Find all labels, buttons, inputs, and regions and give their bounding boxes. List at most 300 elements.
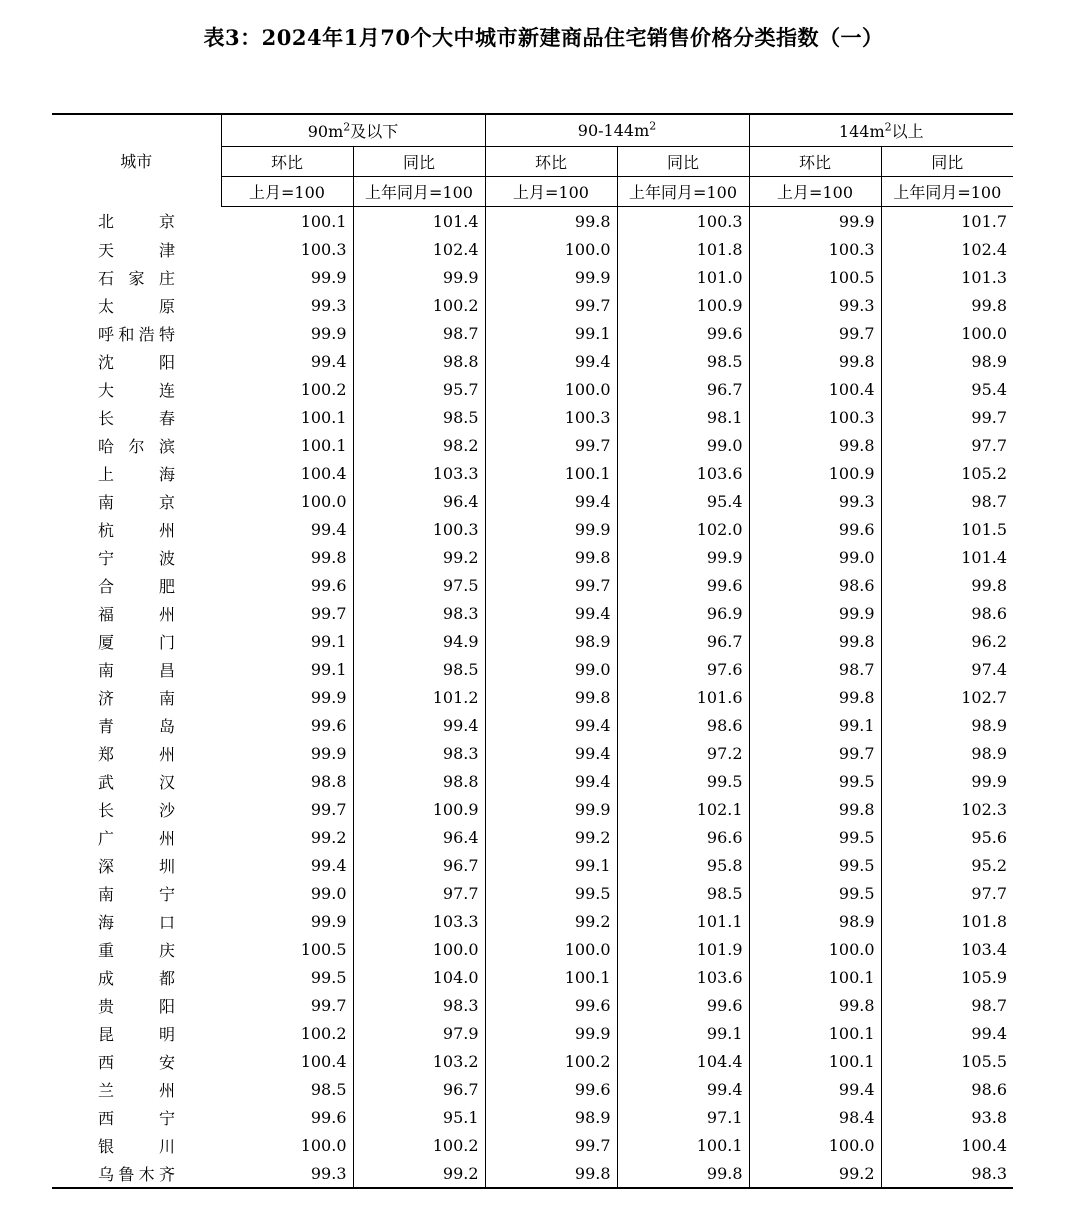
value-cell: 99.4 — [749, 1075, 881, 1103]
value-cell: 95.8 — [617, 851, 749, 879]
value-cell: 100.1 — [221, 403, 353, 431]
value-cell: 99.6 — [221, 1103, 353, 1131]
value-cell: 99.8 — [749, 431, 881, 459]
city-name: 上海 — [98, 464, 175, 484]
value-cell: 99.6 — [617, 319, 749, 347]
value-cell: 103.4 — [961, 939, 1008, 959]
value-cell: 99.2 — [353, 543, 485, 571]
yoy-header: 同比 — [881, 147, 1013, 177]
value-cell: 95.1 — [353, 1103, 485, 1131]
value-cell: 102.7 — [961, 687, 1008, 707]
value-cell: 100.0 — [485, 235, 617, 263]
value-cell: 97.6 — [617, 655, 749, 683]
city-cell — [52, 1047, 221, 1075]
value-cell: 100.2 — [353, 291, 485, 319]
city-name: 哈尔滨 — [98, 436, 175, 456]
value-cell: 98.7 — [749, 655, 881, 683]
value-cell: 98.3 — [353, 991, 485, 1019]
city-cell — [52, 543, 221, 571]
city-cell — [52, 1019, 221, 1047]
value-cell: 101.8 — [617, 235, 749, 263]
value-cell: 98.5 — [221, 1075, 353, 1103]
value-cell: 101.8 — [961, 911, 1008, 931]
value-cell: 99.9 — [485, 263, 617, 291]
table-row — [52, 739, 1013, 767]
value-cell: 100.1 — [749, 1047, 881, 1075]
value-cell: 99.1 — [221, 655, 353, 683]
value-cell: 102.3 — [961, 799, 1008, 819]
city-name: 宁波 — [98, 548, 175, 568]
value-cell: 101.7 — [961, 211, 1008, 231]
value-cell: 99.9 — [749, 207, 881, 236]
value-cell: 99.9 — [221, 319, 353, 347]
mom-header: 环比 — [221, 147, 353, 177]
table-row — [52, 515, 1013, 543]
value-cell: 99.5 — [749, 767, 881, 795]
value-cell: 99.0 — [485, 655, 617, 683]
table-row — [52, 1075, 1013, 1103]
value-cell: 100.2 — [221, 1019, 353, 1047]
value-cell: 100.3 — [617, 207, 749, 236]
table-row — [52, 599, 1013, 627]
city-name: 长春 — [98, 408, 175, 428]
value-cell: 96.7 — [617, 627, 749, 655]
value-cell: 103.3 — [353, 459, 485, 487]
value-cell: 99.6 — [617, 571, 749, 599]
city-cell — [52, 683, 221, 711]
value-cell: 98.9 — [485, 1103, 617, 1131]
value-cell: 99.1 — [617, 1019, 749, 1047]
value-cell: 101.4 — [353, 207, 485, 236]
value-cell: 98.6 — [617, 711, 749, 739]
value-cell: 100.1 — [617, 1131, 749, 1159]
mom-header: 环比 — [485, 147, 617, 177]
page-title: 表3：2024年1月70个大中城市新建商品住宅销售价格分类指数（一） — [203, 25, 884, 50]
city-name: 北京 — [98, 212, 175, 232]
table-body — [52, 207, 1013, 1189]
city-name: 福州 — [98, 604, 175, 624]
city-name: 贵阳 — [98, 996, 175, 1016]
table-row — [52, 907, 1013, 935]
value-cell: 93.8 — [971, 1107, 1008, 1127]
value-cell: 100.5 — [749, 263, 881, 291]
value-cell: 95.4 — [971, 379, 1008, 399]
city-name: 天津 — [98, 240, 175, 260]
value-cell: 99.8 — [749, 795, 881, 823]
value-cell: 99.7 — [485, 1131, 617, 1159]
value-cell: 100.4 — [749, 375, 881, 403]
mom-header: 环比 — [749, 147, 881, 177]
value-cell: 100.2 — [353, 1131, 485, 1159]
value-cell: 95.7 — [353, 375, 485, 403]
value-cell: 105.9 — [961, 967, 1008, 987]
city-name: 呼和浩特 — [98, 324, 175, 344]
table-row — [52, 683, 1013, 711]
value-cell: 98.6 — [971, 603, 1008, 623]
value-cell: 99.7 — [221, 599, 353, 627]
table-row — [52, 1019, 1013, 1047]
value-cell: 96.4 — [353, 487, 485, 515]
table-row — [52, 767, 1013, 795]
city-cell — [52, 571, 221, 599]
value-cell: 100.3 — [353, 515, 485, 543]
table-row — [52, 991, 1013, 1019]
city-name: 银川 — [98, 1136, 175, 1156]
value-cell: 98.8 — [221, 767, 353, 795]
value-cell: 100.1 — [485, 459, 617, 487]
city-name: 兰州 — [98, 1080, 175, 1100]
city-name: 济南 — [98, 688, 175, 708]
value-cell: 99.8 — [485, 207, 617, 236]
table-row — [52, 571, 1013, 599]
table-row — [52, 963, 1013, 991]
table-row — [52, 655, 1013, 683]
city-column-header: 城市 — [52, 114, 221, 207]
table-row — [52, 487, 1013, 515]
value-cell: 100.0 — [221, 487, 353, 515]
city-cell — [52, 235, 221, 263]
value-cell: 99.2 — [749, 1159, 881, 1188]
value-cell: 99.5 — [221, 963, 353, 991]
value-cell: 100.0 — [485, 935, 617, 963]
value-cell: 101.3 — [961, 267, 1008, 287]
table-row — [52, 935, 1013, 963]
city-cell — [52, 935, 221, 963]
city-name: 昆明 — [98, 1024, 175, 1044]
value-cell: 99.1 — [485, 319, 617, 347]
value-cell: 97.2 — [617, 739, 749, 767]
value-cell: 98.9 — [749, 907, 881, 935]
value-cell: 100.3 — [221, 235, 353, 263]
city-cell — [52, 907, 221, 935]
city-name: 沈阳 — [98, 352, 175, 372]
value-cell: 99.5 — [617, 767, 749, 795]
value-cell: 99.9 — [221, 907, 353, 935]
value-cell: 104.0 — [353, 963, 485, 991]
value-cell: 99.5 — [749, 879, 881, 907]
city-name: 太原 — [98, 296, 175, 316]
value-cell: 99.7 — [971, 407, 1008, 427]
value-cell: 97.5 — [353, 571, 485, 599]
value-cell: 99.8 — [749, 991, 881, 1019]
value-cell: 99.1 — [485, 851, 617, 879]
city-cell — [52, 319, 221, 347]
group-header-large: $144m^2$以上 — [749, 114, 1013, 147]
value-cell: 96.6 — [617, 823, 749, 851]
value-cell: 99.4 — [485, 347, 617, 375]
value-cell: 101.2 — [353, 683, 485, 711]
value-cell: 100.2 — [221, 375, 353, 403]
value-cell: 99.9 — [485, 515, 617, 543]
value-cell: 99.2 — [221, 823, 353, 851]
value-cell: 96.7 — [353, 1075, 485, 1103]
value-cell: 99.2 — [485, 907, 617, 935]
value-cell: 100.3 — [749, 235, 881, 263]
city-cell — [52, 515, 221, 543]
city-name: 石家庄 — [98, 268, 175, 288]
table-row — [52, 1103, 1013, 1131]
city-name: 乌鲁木齐 — [98, 1164, 175, 1184]
value-cell: 99.7 — [485, 431, 617, 459]
value-cell: 99.8 — [221, 543, 353, 571]
value-cell: 95.4 — [617, 487, 749, 515]
value-cell: 99.9 — [617, 543, 749, 571]
value-cell: 99.0 — [617, 431, 749, 459]
value-cell: 99.1 — [221, 627, 353, 655]
value-cell: 103.3 — [353, 907, 485, 935]
value-cell: 101.0 — [617, 263, 749, 291]
value-cell: 98.5 — [617, 347, 749, 375]
value-cell: 99.6 — [485, 1075, 617, 1103]
value-cell: 100.4 — [221, 1047, 353, 1075]
value-cell: 100.1 — [221, 207, 353, 236]
yoy-header: 同比 — [617, 147, 749, 177]
table-row — [52, 1047, 1013, 1075]
table-row — [52, 319, 1013, 347]
value-cell: 99.8 — [485, 1159, 617, 1188]
city-cell — [52, 627, 221, 655]
value-cell: 99.6 — [221, 571, 353, 599]
city-cell — [52, 375, 221, 403]
value-cell: 98.8 — [353, 347, 485, 375]
value-cell: 100.2 — [485, 1047, 617, 1075]
table-row — [52, 851, 1013, 879]
value-cell: 101.1 — [617, 907, 749, 935]
value-cell: 105.5 — [961, 1051, 1008, 1071]
value-cell: 99.6 — [221, 711, 353, 739]
city-cell — [52, 263, 221, 291]
value-cell: 100.0 — [749, 935, 881, 963]
value-cell: 99.8 — [617, 1159, 749, 1188]
value-cell: 99.5 — [749, 851, 881, 879]
city-name: 杭州 — [98, 520, 175, 540]
value-cell: 99.8 — [485, 683, 617, 711]
value-cell: 99.7 — [221, 991, 353, 1019]
table-row — [52, 431, 1013, 459]
value-cell: 100.1 — [221, 431, 353, 459]
value-cell: 99.9 — [485, 795, 617, 823]
value-cell: 99.8 — [749, 347, 881, 375]
value-cell: 100.5 — [221, 935, 353, 963]
value-cell: 99.5 — [749, 823, 881, 851]
value-cell: 99.7 — [485, 571, 617, 599]
value-cell: 101.4 — [961, 547, 1008, 567]
value-cell: 100.3 — [485, 403, 617, 431]
value-cell: 96.7 — [353, 851, 485, 879]
value-cell: 94.9 — [353, 627, 485, 655]
value-cell: 100.0 — [353, 935, 485, 963]
value-cell: 99.0 — [749, 543, 881, 571]
city-name: 南昌 — [98, 660, 175, 680]
city-name: 广州 — [98, 828, 175, 848]
value-cell: 99.9 — [485, 1019, 617, 1047]
city-name: 武汉 — [98, 772, 175, 792]
value-cell: 99.4 — [485, 599, 617, 627]
value-cell: 98.3 — [971, 1163, 1008, 1183]
value-cell: 99.3 — [221, 291, 353, 319]
value-cell: 99.4 — [221, 851, 353, 879]
value-cell: 96.9 — [617, 599, 749, 627]
value-cell: 98.7 — [971, 491, 1008, 511]
city-name: 南京 — [98, 492, 175, 512]
table-row — [52, 375, 1013, 403]
value-cell: 98.5 — [353, 403, 485, 431]
city-cell — [52, 347, 221, 375]
table-row — [52, 711, 1013, 739]
city-cell — [52, 291, 221, 319]
value-cell: 100.0 — [749, 1131, 881, 1159]
value-cell: 99.7 — [749, 739, 881, 767]
value-cell: 97.4 — [971, 659, 1008, 679]
city-name: 南宁 — [98, 884, 175, 904]
city-cell — [52, 403, 221, 431]
value-cell: 99.4 — [617, 1075, 749, 1103]
value-cell: 99.6 — [617, 991, 749, 1019]
value-cell: 99.8 — [971, 575, 1008, 595]
group-header-small: $90m^2$及以下 — [221, 114, 485, 147]
value-cell: 99.8 — [971, 295, 1008, 315]
city-cell — [52, 711, 221, 739]
table-row — [52, 403, 1013, 431]
value-cell: 100.0 — [485, 375, 617, 403]
value-cell: 100.4 — [221, 459, 353, 487]
city-name: 深圳 — [98, 856, 175, 876]
value-cell: 99.4 — [485, 739, 617, 767]
value-cell: 100.0 — [961, 323, 1008, 343]
value-cell: 99.9 — [353, 263, 485, 291]
value-cell: 96.2 — [971, 631, 1008, 651]
value-cell: 100.9 — [353, 795, 485, 823]
value-cell: 95.2 — [971, 855, 1008, 875]
value-cell: 98.9 — [971, 715, 1008, 735]
value-cell: 98.5 — [617, 879, 749, 907]
value-cell: 98.4 — [749, 1103, 881, 1131]
city-cell — [52, 1103, 221, 1131]
value-cell: 101.5 — [961, 519, 1008, 539]
value-cell: 97.7 — [971, 883, 1008, 903]
value-cell: 98.9 — [971, 351, 1008, 371]
value-cell: 99.9 — [221, 683, 353, 711]
value-cell: 100.3 — [749, 403, 881, 431]
value-cell: 102.4 — [353, 235, 485, 263]
value-cell: 104.4 — [617, 1047, 749, 1075]
table-row — [52, 291, 1013, 319]
city-cell — [52, 823, 221, 851]
city-cell — [52, 487, 221, 515]
city-name: 西宁 — [98, 1108, 175, 1128]
value-cell: 100.9 — [749, 459, 881, 487]
value-cell: 99.8 — [485, 543, 617, 571]
table-row — [52, 879, 1013, 907]
value-cell: 103.6 — [617, 963, 749, 991]
table-row — [52, 207, 1013, 236]
yoy-base-header: 上年同月=100 — [881, 177, 1013, 207]
group-header-medium: $90-144m^2$ — [485, 114, 749, 147]
city-name: 重庆 — [98, 940, 175, 960]
value-cell: 98.6 — [971, 1079, 1008, 1099]
table-row — [52, 1131, 1013, 1159]
value-cell: 99.6 — [749, 515, 881, 543]
value-cell: 100.0 — [221, 1131, 353, 1159]
value-cell: 99.4 — [971, 1023, 1008, 1043]
city-cell — [52, 1159, 221, 1188]
value-cell: 96.4 — [353, 823, 485, 851]
value-cell: 99.7 — [221, 795, 353, 823]
table-row — [52, 795, 1013, 823]
city-cell — [52, 991, 221, 1019]
city-name: 厦门 — [98, 632, 175, 652]
value-cell: 95.6 — [971, 827, 1008, 847]
city-cell — [52, 851, 221, 879]
value-cell: 98.5 — [353, 655, 485, 683]
city-cell — [52, 431, 221, 459]
mom-base-header: 上月=100 — [485, 177, 617, 207]
value-cell: 100.4 — [961, 1135, 1008, 1155]
table-row — [52, 235, 1013, 263]
city-cell — [52, 795, 221, 823]
city-cell — [52, 767, 221, 795]
value-cell: 99.4 — [485, 767, 617, 795]
table-row — [52, 823, 1013, 851]
city-name: 合肥 — [98, 576, 175, 596]
value-cell: 98.9 — [485, 627, 617, 655]
city-cell — [52, 459, 221, 487]
value-cell: 102.1 — [617, 795, 749, 823]
table-row — [52, 263, 1013, 291]
value-cell: 105.2 — [961, 463, 1008, 483]
city-cell — [52, 879, 221, 907]
yoy-base-header: 上年同月=100 — [353, 177, 485, 207]
value-cell: 96.7 — [617, 375, 749, 403]
value-cell: 99.4 — [353, 711, 485, 739]
yoy-base-header: 上年同月=100 — [617, 177, 749, 207]
value-cell: 101.6 — [617, 683, 749, 711]
value-cell: 101.9 — [617, 935, 749, 963]
value-cell: 99.1 — [749, 711, 881, 739]
table-row — [52, 1159, 1013, 1188]
table-row — [52, 347, 1013, 375]
value-cell: 99.5 — [485, 879, 617, 907]
city-cell — [52, 207, 221, 236]
city-cell — [52, 739, 221, 767]
city-name: 长沙 — [98, 800, 175, 820]
value-cell: 99.7 — [749, 319, 881, 347]
value-cell: 100.1 — [485, 963, 617, 991]
value-cell: 99.8 — [749, 683, 881, 711]
city-cell — [52, 655, 221, 683]
value-cell: 97.1 — [617, 1103, 749, 1131]
city-name: 青岛 — [98, 716, 175, 736]
city-cell — [52, 1075, 221, 1103]
value-cell: 102.4 — [961, 239, 1008, 259]
value-cell: 97.9 — [353, 1019, 485, 1047]
value-cell: 97.7 — [353, 879, 485, 907]
value-cell: 98.8 — [353, 767, 485, 795]
value-cell: 99.6 — [485, 991, 617, 1019]
value-cell: 99.4 — [221, 515, 353, 543]
city-cell — [52, 963, 221, 991]
value-cell: 98.7 — [971, 995, 1008, 1015]
table-header — [52, 114, 1013, 207]
city-name: 大连 — [98, 380, 175, 400]
value-cell: 99.4 — [485, 711, 617, 739]
value-cell: 99.7 — [485, 291, 617, 319]
value-cell: 99.9 — [221, 739, 353, 767]
mom-base-header: 上月=100 — [221, 177, 353, 207]
value-cell: 98.6 — [749, 571, 881, 599]
city-name: 西安 — [98, 1052, 175, 1072]
value-cell: 99.3 — [221, 1159, 353, 1188]
